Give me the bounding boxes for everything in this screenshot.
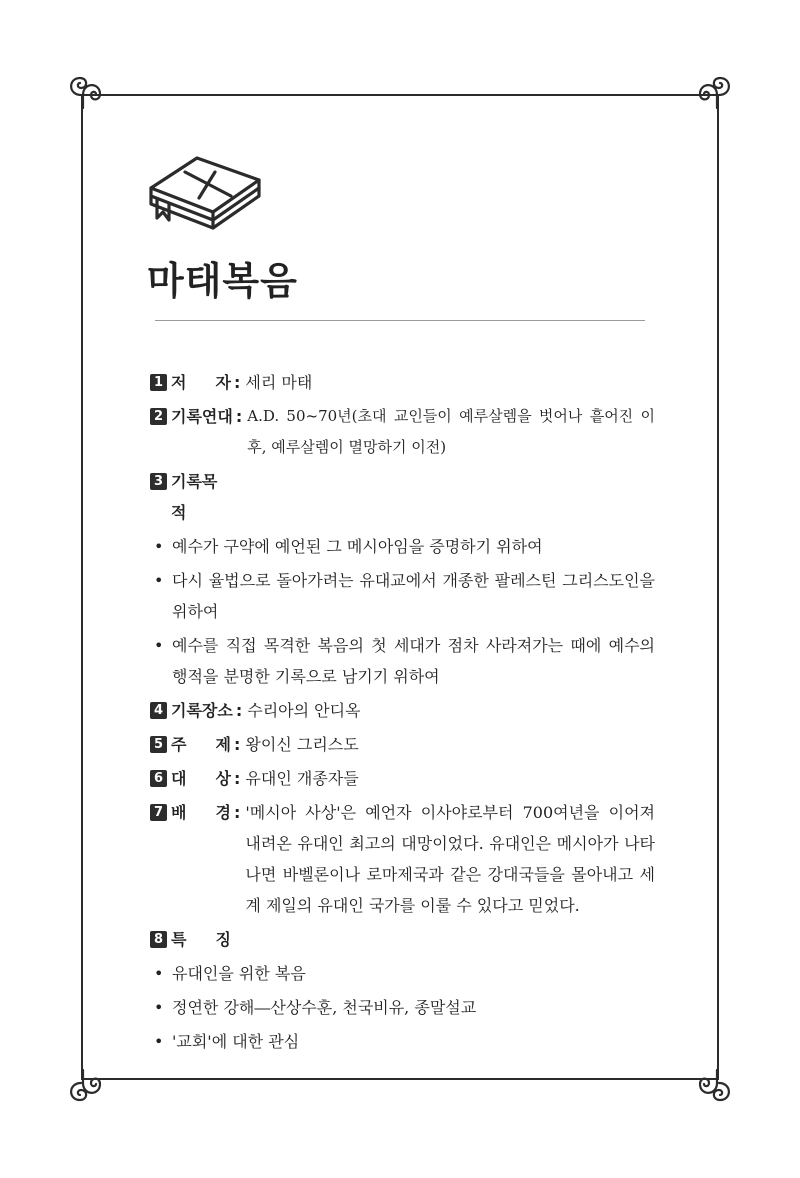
section-purpose [150, 466, 655, 528]
list-item: • '교회'에 대한 관심 [150, 1026, 655, 1057]
section-label: 저 자 [171, 373, 231, 392]
section-background: 7 배 경 : '메시아 사상'은 예언자 이사야로부터 700여년을 이어져 내려온 유대인 최고의 대망이었다. 유대인은 메시아가 나타나면 바벨론이나 로마제국과 같은 강대국들을 몰아내고 세계 제일의 유대인 국가를 이룰 수 있다고 믿었다. [150, 797, 655, 921]
list-item: • 다시 율법으로 돌아가려는 유대교에서 개종한 팔레스틴 그리스도인을 위하여 [150, 565, 655, 627]
purpose-list [150, 531, 655, 692]
section-number-badge: 3 [150, 473, 167, 490]
section-value: 수리아의 안디옥 [247, 701, 361, 720]
list-item: • 정연한 강해―산상수훈, 천국비유, 종말설교 [150, 992, 655, 1023]
section-audience: 6 대 상 : 유대인 개종자들 [150, 763, 655, 794]
section-label: 기록장소 [171, 701, 233, 720]
section-number-badge: 1 [150, 374, 167, 391]
section-label: 기록연대 [171, 407, 233, 426]
section-place: 4 기록장소 : 수리아의 안디옥 [150, 695, 655, 726]
list-item: • 유대인을 위한 복음 [150, 958, 655, 989]
section-number-badge: 4 [150, 702, 167, 719]
bible-icon [145, 150, 265, 240]
list-item: • 예수를 직접 목격한 복음의 첫 세대가 점차 사라져가는 때에 예수의 행적을 분명한 기록으로 남기기 위하여 [150, 630, 655, 692]
section-number-badge: 8 [150, 931, 167, 948]
section-theme: 5 주 제 : 왕이신 그리스도 [150, 729, 655, 760]
section-value: A.D. 50~70년(초대 교인들이 예루살렘을 벗어나 흩어진 이후, 예루살렘이 멸망하기 이전) [247, 407, 655, 456]
section-label: 특 징 [171, 930, 231, 949]
list-item: • 예수가 구약에 예언된 그 메시아임을 증명하기 위하여 [150, 531, 655, 562]
section-value: '메시아 사상'은 예언자 이사야로부터 700여년을 이어져 내려온 유대인 최고의 대망이었다. 유대인은 메시아가 나타나면 바벨론이나 로마제국과 같은 강대국들을 몰아내고 세계 제일의 유대인 국가를 이룰 수 있다고 믿었다. [245, 803, 655, 915]
page-title: 마태복음 [147, 259, 298, 303]
flourish-corner-icon [690, 68, 736, 114]
section-label: 기록목적 [171, 472, 218, 522]
title-divider [155, 320, 645, 321]
section-value: 왕이신 그리스도 [245, 735, 359, 754]
section-number-badge: 7 [150, 804, 167, 821]
flourish-corner-icon [64, 1064, 110, 1110]
section-features [150, 924, 655, 955]
section-label: 배 경 [171, 803, 231, 822]
section-author: 1 저 자 : 세리 마태 [150, 367, 655, 398]
section-number-badge: 6 [150, 770, 167, 787]
features-list [150, 958, 655, 1057]
section-number-badge: 5 [150, 736, 167, 753]
section-value: 유대인 개종자들 [245, 769, 359, 788]
section-number-badge: 2 [150, 408, 167, 425]
section-date: 2 기록연대 : A.D. 50~70년(초대 교인들이 예루살렘을 벗어나 흩어진 이후, 예루살렘이 멸망하기 이전) [150, 401, 655, 463]
section-label: 주 제 [171, 735, 231, 754]
flourish-corner-icon [64, 68, 110, 114]
section-label: 대 상 [171, 769, 231, 788]
content-body [150, 367, 655, 1060]
section-value: 세리 마태 [245, 373, 313, 392]
flourish-corner-icon [690, 1064, 736, 1110]
